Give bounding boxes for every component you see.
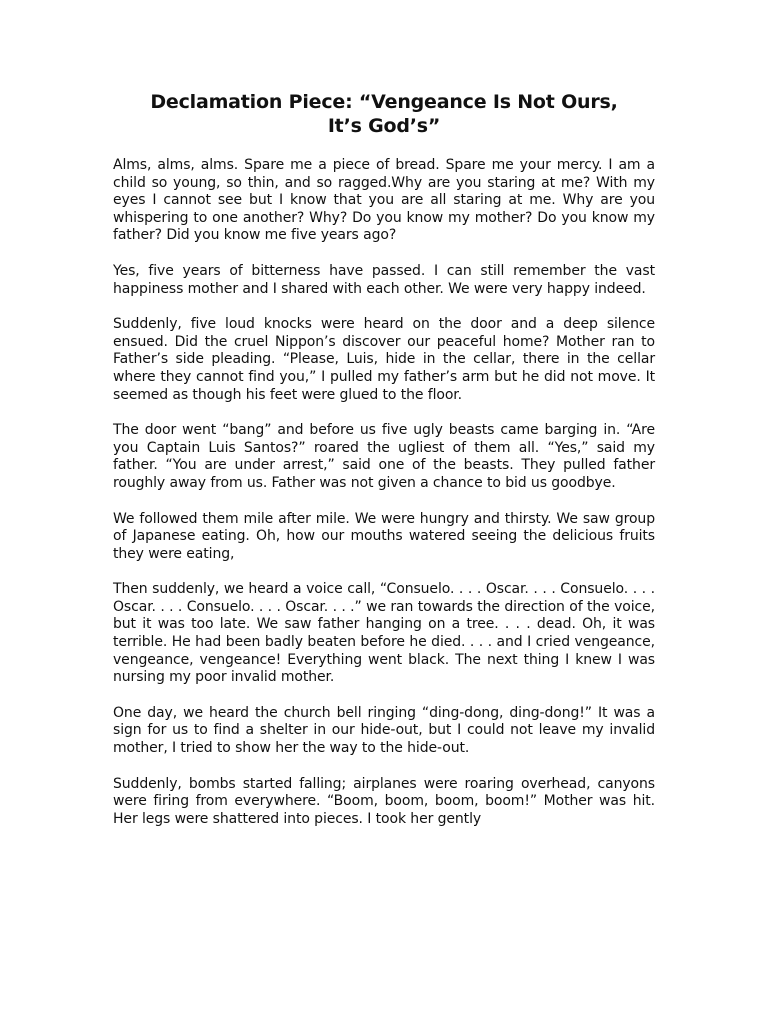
document-page: [113, 90, 655, 846]
paragraph: We followed them mile after mile. We were hungry and thirsty. We saw group of Japanese eating. Oh, how our mouths watered seeing the delicious fruits they were eating,: [113, 510, 655, 562]
paragraph: Yes, five years of bitterness have passed. I can still remember the vast happiness mother and I shared with each other. We were very happy indeed.: [113, 262, 655, 297]
document-title: [113, 90, 655, 138]
paragraph: One day, we heard the church bell ringing “ding-dong, ding-dong!” It was a sign for us to find a shelter in our hide-out, but I could not leave my invalid mother, I tried to show her the way to the hide-out.: [113, 704, 655, 757]
paragraph: Suddenly, five loud knocks were heard on the door and a deep silence ensued. Did the cruel Nippon’s discover our peaceful home? Mother ran to Father’s side pleading. “Please, Luis, hide in the cellar, there in the cellar where they cannot find you,” I pulled my father’s arm but he did not move. It seemed as though his feet were glued to the floor.: [113, 316, 655, 403]
title-line-2: It’s God’s”: [327, 115, 441, 137]
paragraph: The door went “bang” and before us five ugly beasts came barging in. “Are you Captain Luis Santos?” roared the ugliest of them all. “Yes,” said my father. “You are under arrest,” said one of the beasts. They pulled father roughly away from us. Father was not given a chance to bid us goodbye.: [113, 422, 655, 491]
paragraph: Suddenly, bombs started falling; airplanes were roaring overhead, canyons were firing from everywhere. “Boom, boom, boom, boom!” Mother was hit. Her legs were shattered into pieces. I took her gently: [113, 775, 655, 827]
paragraph: Alms, alms, alms. Spare me a piece of bread. Spare me your mercy. I am a child so young, so thin, and so ragged.Why are you staring at me? With my eyes I cannot see but I know that you are all staring at me. Why are you whispering to one another? Why? Do you know my mother? Do you know my father? Did you know me five years ago?: [113, 157, 655, 244]
paragraph: Then suddenly, we heard a voice call, “Consuelo. . . . Oscar. . . . Consuelo. . . . Oscar. . . . Consuelo. . . . Oscar. . . .” we ran towards the direction of the voice, but it was too late. We saw father hanging on a tree. . . . dead. Oh, it was terrible. He had been badly beaten before he died. . . . and I cried vengeance, vengeance, vengeance! Everything went black. The next thing I knew I was nursing my poor invalid mother.: [113, 581, 655, 686]
title-line-1: Declamation Piece: “Vengeance Is Not Ours,: [150, 91, 618, 113]
